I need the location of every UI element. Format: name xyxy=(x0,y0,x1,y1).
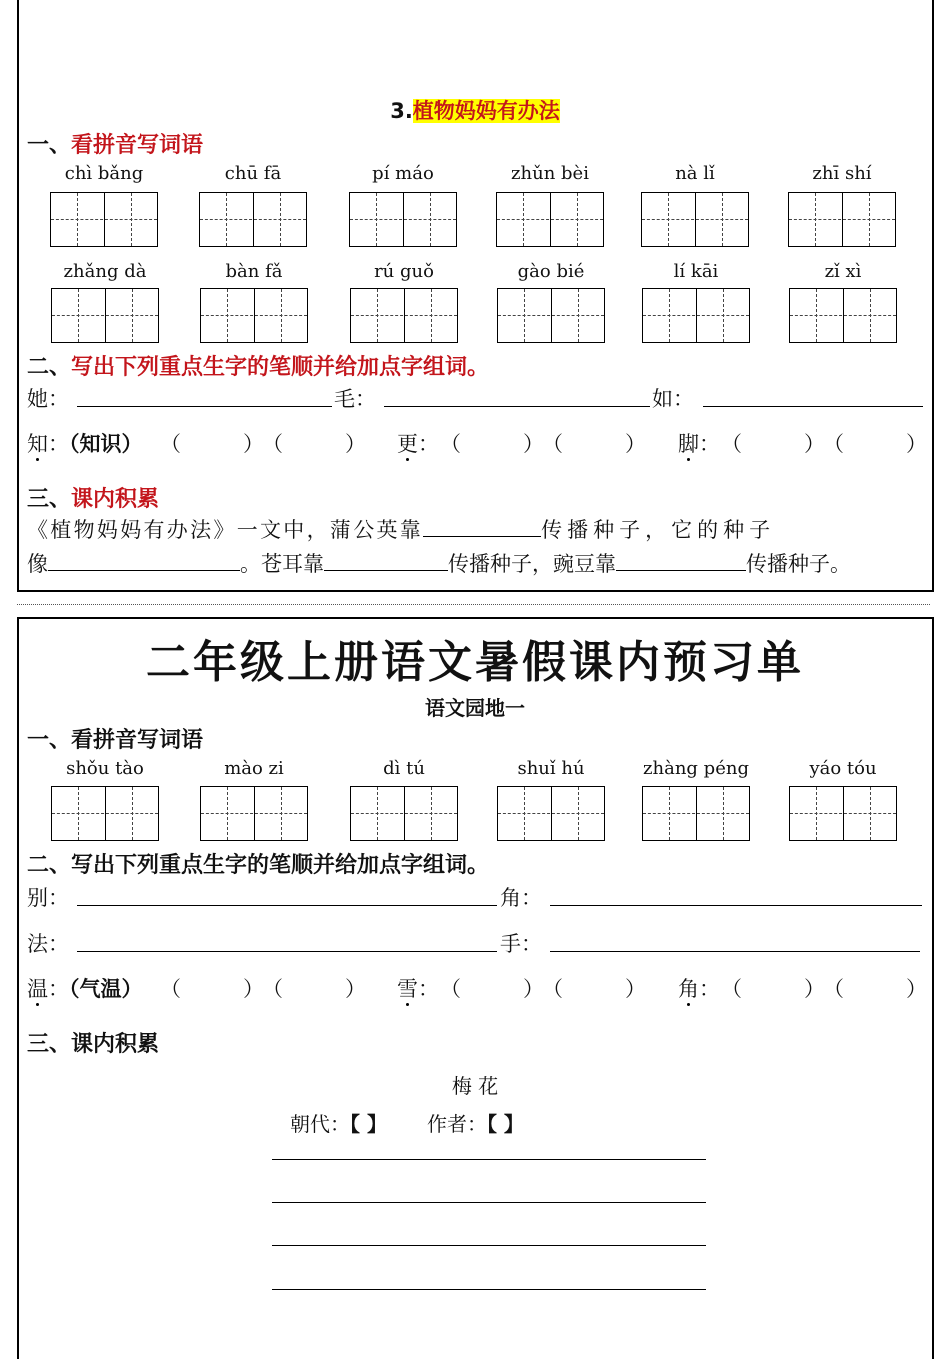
dynasty-blank[interactable]: 【 】 xyxy=(350,1112,387,1136)
tianzige-writing-box[interactable] xyxy=(51,288,159,343)
tianzige-writing-box[interactable] xyxy=(789,786,897,841)
stroke-label-mao: 毛： xyxy=(334,387,376,411)
tianzige-writing-box[interactable] xyxy=(51,786,159,841)
poem-write-line[interactable] xyxy=(272,1159,706,1160)
stroke-line-ta[interactable] xyxy=(77,406,332,407)
word-blank[interactable]: （ ） xyxy=(440,977,544,1001)
word-blank[interactable]: （ ） xyxy=(542,432,646,456)
stroke-line-bie[interactable] xyxy=(77,905,497,906)
cut-line-divider xyxy=(17,604,930,605)
stroke-label-ta: 她： xyxy=(27,387,69,411)
fill-sentence-1: 《植物妈妈有办法》一文中，蒲公英靠 传播种子，它的种子 xyxy=(27,518,776,542)
pinyin-label: zhàng péng xyxy=(643,758,749,779)
pinyin-label: shuǐ hú xyxy=(517,758,585,779)
stroke-label-shou: 手： xyxy=(500,932,542,956)
tianzige-writing-box[interactable] xyxy=(350,786,458,841)
pinyin-label: lí kāi xyxy=(673,261,719,282)
pinyin-label: rú guǒ xyxy=(374,261,434,282)
section-1-heading: 一、看拼音写词语 xyxy=(27,133,204,158)
stroke-line-fa[interactable] xyxy=(77,951,497,952)
word-blank[interactable]: （ ） xyxy=(440,432,544,456)
section-3-heading-b: 三、课内积累 xyxy=(27,1032,160,1057)
pinyin-label: chū fā xyxy=(224,163,282,184)
fill-blank[interactable] xyxy=(616,552,746,571)
fill-blank[interactable] xyxy=(324,552,448,571)
lesson-name: 植物妈妈有办法 xyxy=(412,99,560,123)
tianzige-writing-box[interactable] xyxy=(497,288,605,343)
worksheet-subtitle: 语文园地一 xyxy=(425,696,525,720)
pinyin-label: gào bié xyxy=(517,261,585,282)
poem-write-line[interactable] xyxy=(272,1202,706,1203)
word-blank[interactable]: （ ） xyxy=(160,432,264,456)
tianzige-writing-box[interactable] xyxy=(349,192,457,247)
worksheet-main-title: 二年级上册语文暑假课内预习单 xyxy=(146,637,804,688)
word-group-zhi: 知：（知识） xyxy=(27,431,143,456)
pinyin-label: pí máo xyxy=(372,163,434,184)
pinyin-label: zǐ xì xyxy=(824,261,862,282)
section-2-heading-b: 二、写出下列重点生字的笔顺并给加点字组词。 xyxy=(27,853,490,878)
poem-write-line[interactable] xyxy=(272,1245,706,1246)
stroke-label-bie: 别： xyxy=(27,886,69,910)
poem-meta: 朝代：【 】 作者：【 】 xyxy=(290,1112,524,1136)
tianzige-writing-box[interactable] xyxy=(200,288,308,343)
word-blank[interactable]: （ ） xyxy=(823,977,927,1001)
tianzige-writing-box[interactable] xyxy=(497,786,605,841)
pinyin-label: zhǎng dà xyxy=(63,261,147,282)
fill-blank[interactable] xyxy=(48,552,240,571)
tianzige-writing-box[interactable] xyxy=(200,786,308,841)
pinyin-label: zhī shí xyxy=(812,163,872,184)
section-1-heading-b: 一、看拼音写词语 xyxy=(27,728,204,753)
tianzige-writing-box[interactable] xyxy=(642,786,750,841)
pinyin-label: nà lǐ xyxy=(675,163,715,184)
word-blank[interactable]: （ ） xyxy=(160,977,264,1001)
tianzige-writing-box[interactable] xyxy=(350,288,458,343)
pinyin-label: shǒu tào xyxy=(66,758,144,779)
lesson-number: 3. xyxy=(390,99,413,123)
tianzige-writing-box[interactable] xyxy=(199,192,307,247)
word-group-jiao: 脚： xyxy=(678,432,720,456)
poem-write-line[interactable] xyxy=(272,1289,706,1290)
word-blank[interactable]: （ ） xyxy=(721,432,825,456)
tianzige-writing-box[interactable] xyxy=(642,288,750,343)
stroke-line-mao[interactable] xyxy=(384,406,650,407)
pinyin-label: chì bǎng xyxy=(64,163,144,184)
tianzige-writing-box[interactable] xyxy=(641,192,749,247)
word-blank[interactable]: （ ） xyxy=(262,977,366,1001)
stroke-line-jiao[interactable] xyxy=(550,905,922,906)
lesson-title xyxy=(0,95,950,125)
poem-title: 梅 花 xyxy=(451,1074,499,1098)
section-3-heading: 三、课内积累 xyxy=(27,487,160,512)
word-group-xue: 雪： xyxy=(397,977,439,1001)
word-blank[interactable]: （ ） xyxy=(721,977,825,1001)
pinyin-label: bàn fǎ xyxy=(225,261,283,282)
author-blank[interactable]: 【 】 xyxy=(486,1112,524,1136)
pinyin-label: mào zi xyxy=(224,758,284,779)
pinyin-label: dì tú xyxy=(383,758,425,779)
word-group-wen: 温：（气温） xyxy=(27,976,143,1001)
pinyin-label: zhǔn bèi xyxy=(511,163,589,184)
tianzige-writing-box[interactable] xyxy=(50,192,158,247)
word-blank[interactable]: （ ） xyxy=(542,977,646,1001)
fill-sentence-2: 像 。苍耳靠 传播种子，豌豆靠 传播种子。 xyxy=(27,552,851,576)
pinyin-label: yáo tóu xyxy=(809,758,877,779)
section-2-heading: 二、写出下列重点生字的笔顺并给加点字组词。 xyxy=(27,355,490,380)
word-blank[interactable]: （ ） xyxy=(823,432,927,456)
stroke-line-shou[interactable] xyxy=(550,951,920,952)
tianzige-writing-box[interactable] xyxy=(788,192,896,247)
stroke-line-ru[interactable] xyxy=(703,406,923,407)
word-group-jiao-b: 角： xyxy=(678,977,720,1001)
fill-blank[interactable] xyxy=(423,518,541,537)
tianzige-writing-box[interactable] xyxy=(496,192,604,247)
stroke-label-fa: 法： xyxy=(27,932,69,956)
stroke-label-jiao: 角： xyxy=(500,886,542,910)
word-blank[interactable]: （ ） xyxy=(262,432,366,456)
tianzige-writing-box[interactable] xyxy=(789,288,897,343)
stroke-label-ru: 如： xyxy=(652,387,694,411)
word-group-geng: 更： xyxy=(397,432,439,456)
